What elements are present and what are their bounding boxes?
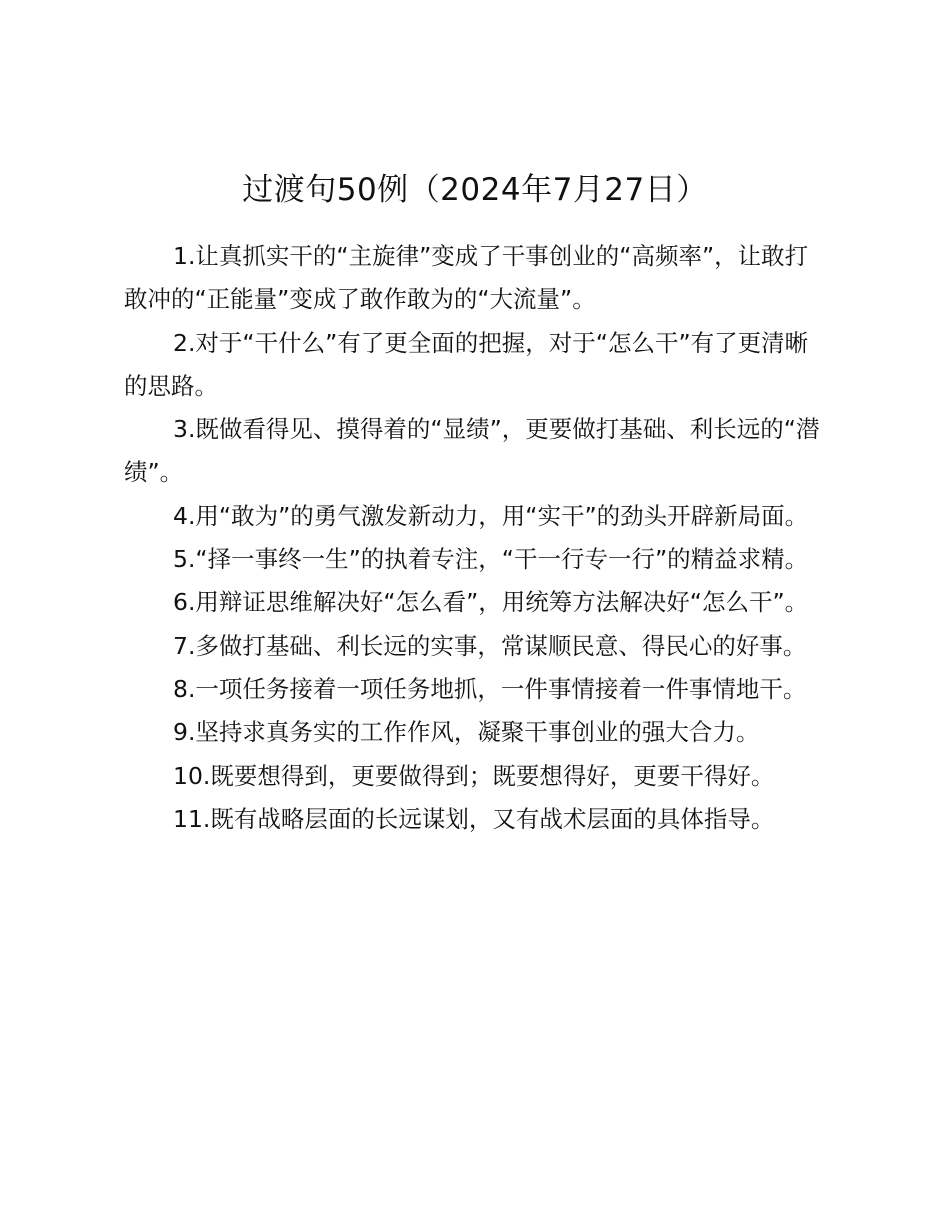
paragraph-11: 11.既有战略层面的长远谋划，又有战术层面的具体指导。 xyxy=(173,804,775,833)
paragraph-4: 4.用“敢为”的勇气激发新动力，用“实干”的劲头开辟新局面。 xyxy=(173,501,809,530)
paragraph-10: 10.既要想得到，更要做得到；既要想得好，更要干得好。 xyxy=(173,761,775,790)
document-body xyxy=(124,235,824,841)
paragraph-2: 2.对于“干什么”有了更全面的把握，对于“怎么干”有了更清晰的思路。 xyxy=(124,328,809,400)
paragraph-1: 1.让真抓实干的“主旋律”变成了干事创业的“高频率”，让敢打敢冲的“正能量”变成了敢作敢为的“大流量”。 xyxy=(124,242,809,314)
paragraph-3: 3.既做看得见、摸得着的“显绩”，更要做打基础、利长远的“潜绩”。 xyxy=(124,415,820,487)
document-title: 过渡句50例（2024年7月27日） xyxy=(242,172,708,208)
paragraph-6: 6.用辩证思维解决好“怎么看”，用统筹方法解决好“怎么干”。 xyxy=(173,588,809,617)
paragraph-9: 9.坚持求真务实的工作作风，凝聚干事创业的强大合力。 xyxy=(173,718,760,747)
paragraph-5: 5.“择一事终一生”的执着专注，“干一行专一行”的精益求精。 xyxy=(173,545,809,574)
paragraph-8: 8.一项任务接着一项任务地抓，一件事情接着一件事情地干。 xyxy=(173,674,807,703)
paragraph-7: 7.多做打基础、利长远的实事，常谋顺民意、得民心的好事。 xyxy=(173,631,807,660)
